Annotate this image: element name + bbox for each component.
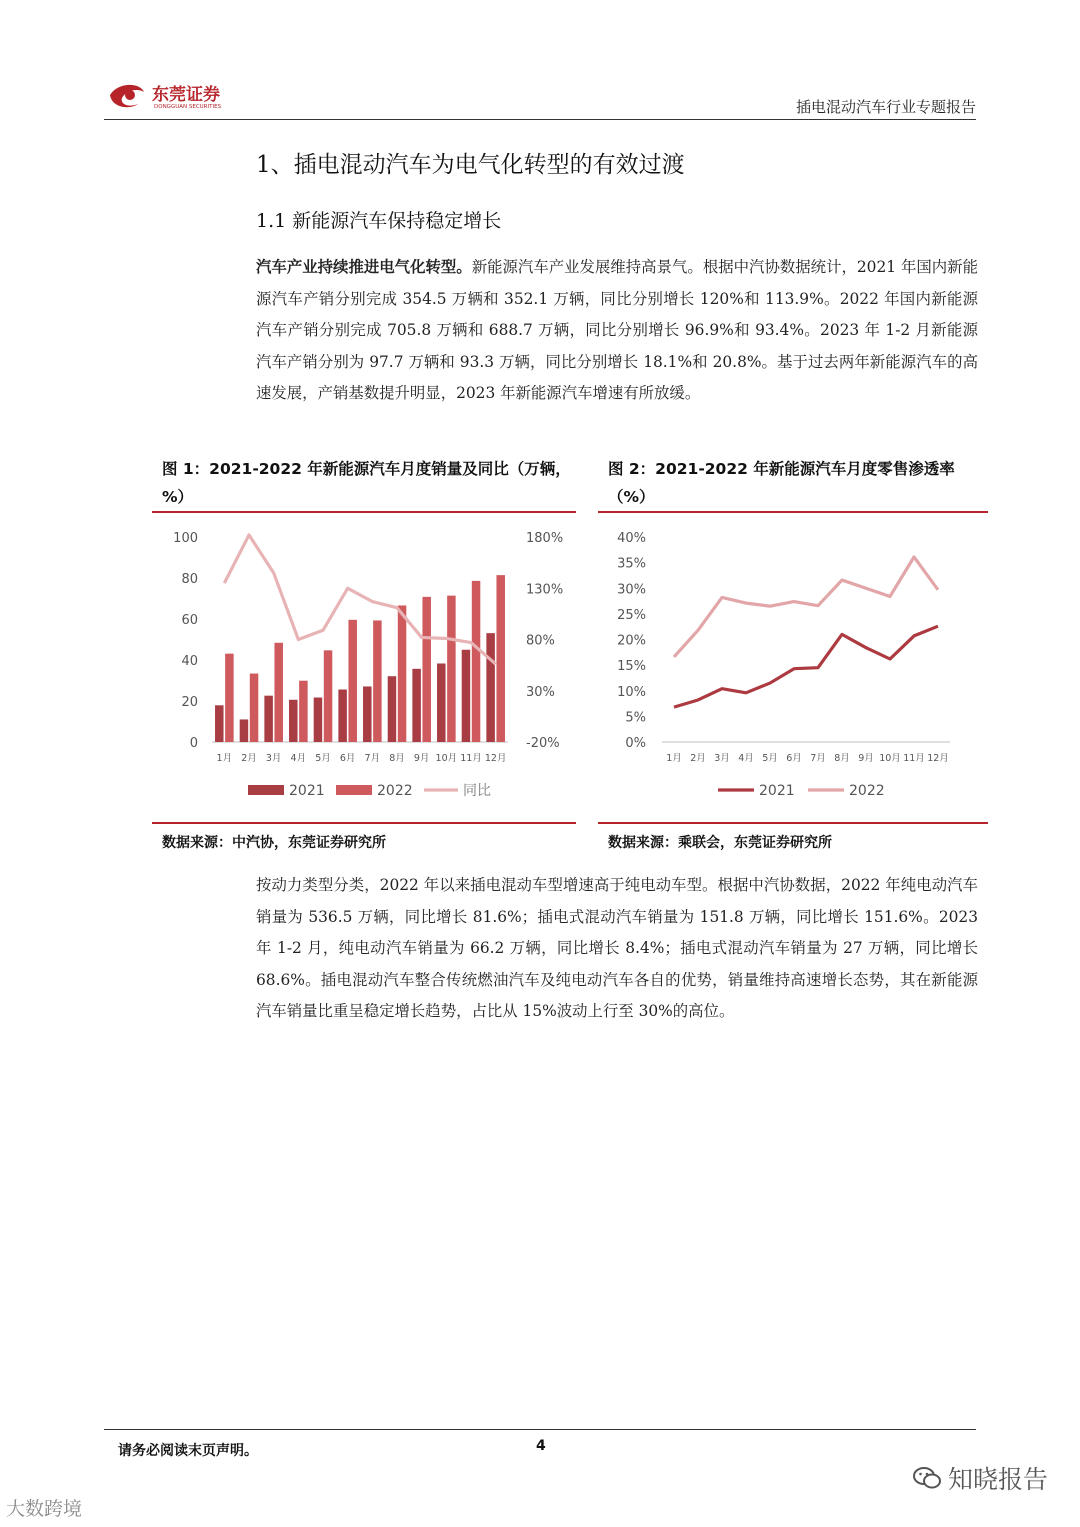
y2-tick-label: 30% [526,684,555,700]
series-line-2022 [674,557,938,657]
bar-2022 [472,581,481,742]
bar-2021 [314,698,323,742]
paragraph-powertrain: 按动力类型分类，2022 年以来插电混动车型增速高于纯电动车型。根据中汽协数据，2022 年纯电动汽车销量为 536.5 万辆，同比增长 81.6%；插电式混动汽车销量为 151.8 万辆，同比增长 151.6%。2023 年 1-2 月，纯电动汽车销量为 66.2 万辆，同比增长 8.4%；插电式混动汽车销量为 27 万辆，同比增长 68.6%。插电混动汽车整合传统燃油汽车及纯电动汽车各自的优势，销量维持高速增长态势，其在新能源汽车销量比重呈稳定增长趋势，占比从 15%波动上行至 30%的高位。 [256,876,978,1020]
x-tick-label: 12月 [484,753,507,764]
x-tick-label: 10月 [435,753,458,764]
logo-subtext: DONGGUAN SECURITIES [154,104,222,110]
y-tick-label: 40 [181,654,198,669]
y-tick-label: 15% [617,659,646,675]
watermark-right-text: 知晓报告 [947,1465,1048,1494]
bar-2022 [398,605,407,742]
bar-2021 [240,719,249,742]
paragraph-body: 新能源汽车产业发展维持高景气。根据中汽协数据统计，2021 年国内新能源汽车产销分别完成 354.5 万辆和 352.1 万辆，同比分别增长 120%和 113.9%。2022 年国内新能源汽车产销分别完成 705.8 万辆和 688.7 万辆，同比分别增长 96.9%和 93.4%。2023 年 1-2 月新能源汽车产销分别为 97.7 万辆和 93.3 万辆，同比分别增长 18.1%和 20.8%。基于过去两年新能源汽车的高速发展，产销基数提升明显，2023 年新能源汽车增速有所放缓。 [256,258,978,402]
x-tick-label: 3月 [714,753,730,764]
y2-tick-label: 130% [526,582,564,598]
figure2-top-rule [598,511,988,513]
bar-2022 [447,596,456,742]
x-tick-label: 2月 [241,753,257,764]
y-tick-label: 5% [625,710,646,726]
x-tick-label: 5月 [762,753,778,764]
y2-tick-label: 80% [526,633,555,649]
y-tick-label: 100 [173,531,198,546]
bar-2021 [437,663,446,742]
bar-2021 [264,696,273,742]
bar-2021 [412,669,421,742]
x-tick-label: 3月 [265,753,282,764]
figure2-chart [598,514,988,820]
bar-2022 [274,643,283,742]
series-line-2021 [674,626,938,707]
y-tick-label: 35% [617,556,646,572]
x-tick-label: 6月 [339,753,356,764]
y-tick-label: 20 [181,695,198,710]
y-tick-label: 25% [617,607,646,623]
legend-swatch-2022 [336,785,372,795]
figure2-source: 数据来源：乘联会，东莞证券研究所 [608,835,832,851]
bar-2022 [422,597,431,742]
legend-swatch-2021 [248,785,284,795]
page-number: 4 [536,1438,546,1454]
figure1-bottom-rule [152,822,576,824]
header-divider [104,119,976,120]
x-tick-label: 9月 [858,753,874,764]
paragraph-lead: 汽车产业持续推进电气化转型。 [256,258,472,276]
x-tick-label: 12月 [927,753,949,764]
subsection-heading: 1.1 新能源汽车保持稳定增长 [256,210,502,232]
y-tick-label: 0 [189,736,198,751]
y-tick-label: 80 [181,572,198,587]
bar-2022 [373,620,382,742]
figure2-title: 图 2：2021-2022 年新能源汽车月度零售渗透率（%） [608,460,955,506]
x-tick-label: 7月 [810,753,826,764]
y-tick-label: 0% [625,736,646,751]
paragraph-intro [256,252,978,410]
x-tick-label: 11月 [460,753,482,764]
bar-2021 [462,650,471,742]
x-tick-label: 2月 [690,753,706,764]
bar-2022 [496,575,505,742]
bar-2022 [299,681,308,742]
y-tick-label: 20% [617,633,646,649]
legend-label-2022: 2022 [377,783,413,799]
report-title: 插电混动汽车行业专题报告 [795,98,976,116]
legend-label-2021: 2021 [759,783,795,799]
watermark-right [912,1460,1048,1496]
disclaimer-note: 请务必阅读末页声明。 [118,1443,258,1459]
section-heading: 1、插电混动汽车为电气化转型的有效过渡 [256,152,685,178]
bar-2022 [225,654,234,742]
bar-2021 [486,633,495,742]
legend-label-2021: 2021 [289,783,325,799]
x-tick-label: 9月 [413,753,430,764]
bar-2021 [388,676,397,742]
x-tick-label: 11月 [903,753,925,764]
x-tick-label: 8月 [389,753,405,764]
y-tick-label: 10% [617,684,646,700]
bar-2021 [363,686,372,742]
bar-2022 [250,674,258,742]
bar-2021 [215,705,224,742]
x-tick-label: 8月 [834,753,850,764]
y2-tick-label: -20% [526,736,560,751]
x-tick-label: 1月 [216,753,233,764]
bar-2021 [338,690,347,742]
figure1-top-rule [152,511,576,513]
y2-tick-label: 180% [526,531,564,546]
x-tick-label: 7月 [364,753,381,764]
figure2-bottom-rule [598,822,988,824]
watermark-left [6,1494,82,1521]
x-tick-label: 1月 [666,753,682,764]
x-tick-label: 6月 [786,753,802,764]
figure1-chart [152,514,576,820]
logo-text: 东莞证券 [152,85,220,105]
x-tick-label: 4月 [738,753,754,764]
x-tick-label: 5月 [315,753,331,764]
legend-label-yoy: 同比 [463,783,491,799]
wechat-icon [912,1465,942,1491]
y-tick-label: 60 [181,613,198,628]
footer-divider [104,1429,976,1430]
bar-2021 [289,700,298,742]
legend-label-2022: 2022 [849,783,885,799]
bar-2022 [324,650,333,742]
figure1-title: 图 1：2021-2022 年新能源汽车月度销量及同比（万辆，%） [162,460,571,506]
company-logo [108,80,278,110]
watermark-left-text: 大数跨境 [6,1498,83,1520]
x-tick-label: 10月 [879,753,901,764]
x-tick-label: 4月 [290,753,307,764]
figure1-source: 数据来源：中汽协，东莞证券研究所 [162,835,386,851]
bar-2022 [348,620,357,742]
y-tick-label: 40% [617,531,646,546]
y-tick-label: 30% [617,582,646,598]
